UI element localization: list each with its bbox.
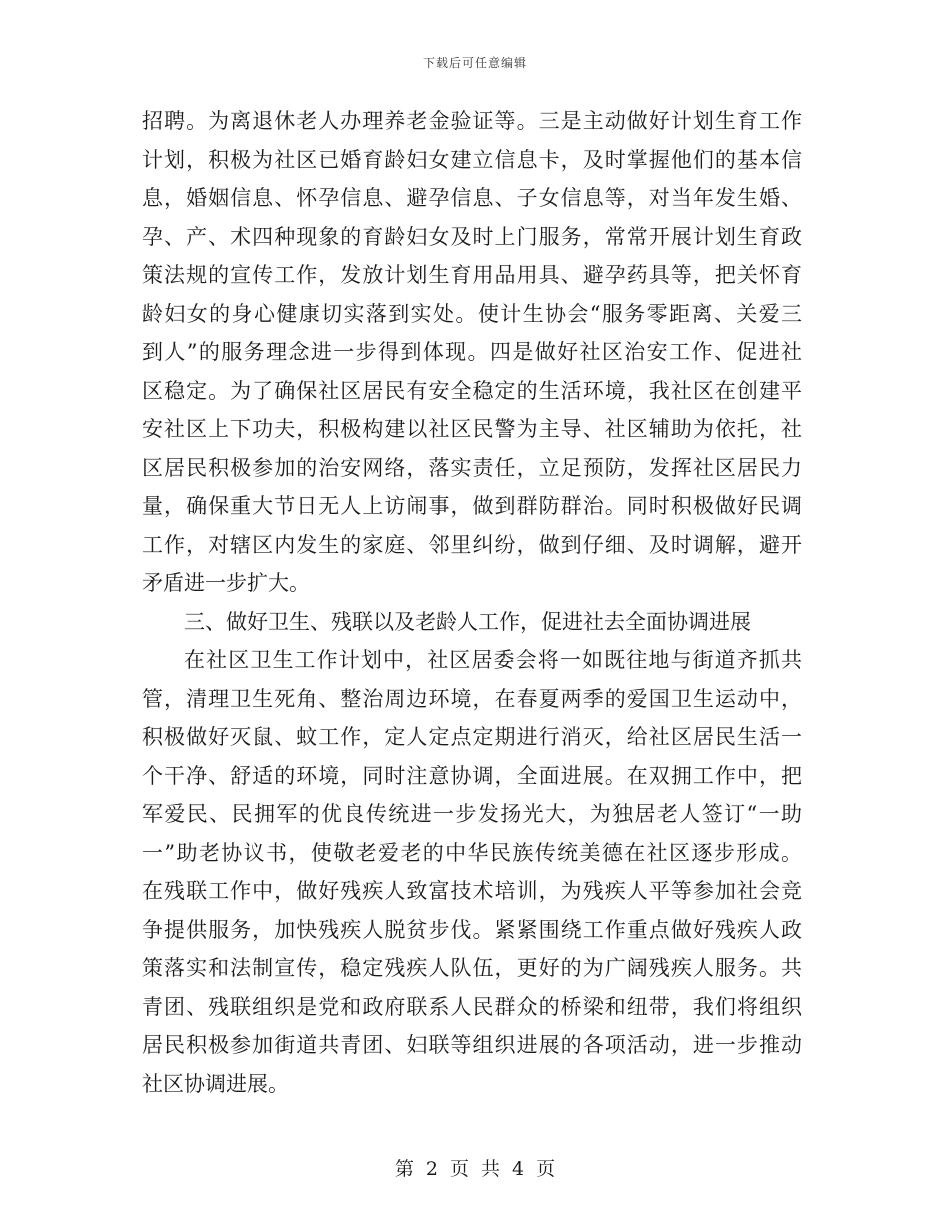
document-body (142, 102, 802, 1103)
text-line: 息，婚姻信息、怀孕信息、避孕信息、子女信息等，对当年发生婚、 (142, 186, 802, 210)
text-line: 在社区卫生工作计划中，社区居委会将一如既往地与街道齐抓共 (184, 648, 802, 672)
text-line: 到人”的服务理念进一步得到体现。四是做好社区治安工作、促进社 (142, 340, 802, 364)
text-line: 工作，对辖区内发生的家庭、邻里纠纷，做到仔细、及时调解，避开 (142, 532, 802, 557)
text-line: 积极做好灭鼠、蚊工作，定人定点定期进行消灭，给社区居民生活一 (142, 725, 802, 749)
text-line: 区居民积极参加的治安网络，落实责任，立足预防，发挥社区居民力 (142, 455, 802, 480)
text-line: 三、做好卫生、残联以及老龄人工作，促进社去全面协调进展 (184, 609, 751, 634)
text-line: 孕、产、术四种现象的育龄妇女及时上门服务，常常开展计划生育政 (142, 224, 802, 249)
text-line: 社区协调进展。 (142, 1071, 289, 1096)
text-line: 在残联工作中，做好残疾人致富技术培训，为残疾人平等参加社会竞 (142, 879, 802, 903)
text-line: 安社区上下功夫，积极构建以社区民警为主导、社区辅助为依托，社 (142, 417, 802, 441)
text-line: 计划，积极为社区已婚育龄妇女建立信息卡，及时掌握他们的基本信 (142, 147, 802, 172)
text-line: 量，确保重大节日无人上访闹事，做到群防群治。同时积极做好民调 (142, 494, 802, 518)
text-line: 青团、残联组织是党和政府联系人民群众的桥梁和纽带，我们将组织 (142, 994, 802, 1019)
text-line: 管，清理卫生死角、整治周边环境，在春夏两季的爱国卫生运动中， (142, 686, 802, 711)
text-line: 龄妇女的身心健康切实落到实处。使计生协会“服务零距离、关爱三 (142, 301, 802, 326)
text-line: 争提供服务，加快残疾人脱贫步伐。紧紧围绕工作重点做好残疾人政 (142, 917, 802, 942)
text-line: 招聘。为离退休老人办理养老金验证等。三是主动做好计划生育工作 (142, 109, 802, 133)
page-header: 下载后可任意编辑 (422, 56, 527, 70)
text-line: 个干净、舒适的环境，同时注意协调，全面进展。在双拥工作中，把 (142, 763, 802, 788)
text-line: 一”助老协议书，使敬老爱老的中华民族传统美德在社区逐步形成。 (142, 840, 802, 865)
text-line: 区稳定。为了确保社区居民有安全稳定的生活环境，我社区在创建平 (142, 378, 802, 403)
text-line: 居民积极参加街道共青团、妇联等组织进展的各项活动，进一步推动 (142, 1033, 802, 1057)
text-line: 矛盾进一步扩大。 (142, 571, 310, 595)
text-line: 策法规的宣传工作，发放计划生育用品用具、避孕药具等，把关怀育 (142, 263, 802, 287)
text-line: 军爱民、民拥军的优良传统进一步发扬光大，为独居老人签订“一助 (142, 802, 802, 826)
page-number-footer: 第 2 页 共 4 页 (394, 1158, 556, 1180)
text-line: 策落实和法制宣传，稳定残疾人队伍，更好的为广阔残疾人服务。共 (142, 956, 802, 980)
